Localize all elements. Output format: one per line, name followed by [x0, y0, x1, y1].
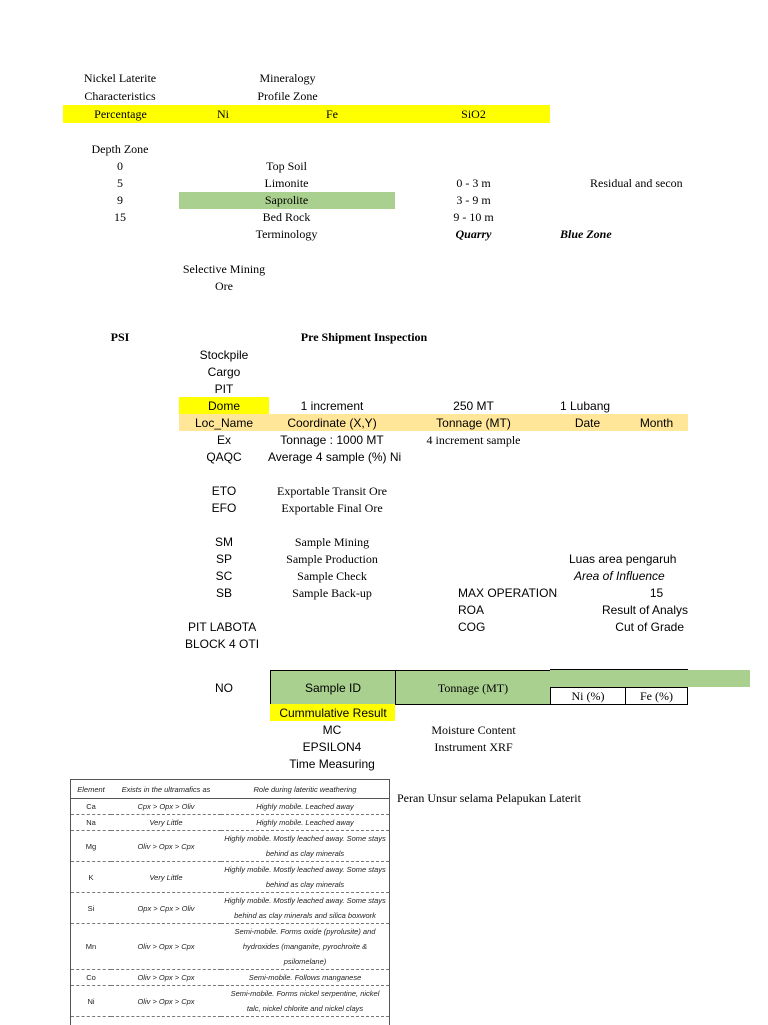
merged-header-topline	[550, 669, 688, 670]
ore-label: Ore	[215, 279, 233, 293]
role-cell: Highly mobile. Leached away	[221, 815, 389, 831]
misc-desc: Moisture Content	[431, 723, 516, 737]
block-label: BLOCK 4 OTI	[185, 637, 260, 651]
zone-name: Saprolite	[264, 193, 309, 207]
misc-abbr: EPSILON4	[302, 740, 362, 754]
exists-cell: Oliv > Opx > Cpx	[111, 970, 221, 986]
psi-item: Cargo	[207, 365, 241, 379]
role-cell: Semi-mobile. Forms nickel serpentine, nickel talc, nickel chlorite and nickel clays	[221, 986, 389, 1017]
element-cell: K	[71, 862, 111, 893]
date-header: Date	[574, 416, 601, 430]
depth-zone-title: Depth Zone	[91, 142, 149, 156]
table-row	[71, 831, 389, 862]
misc-abbr: MC	[322, 723, 342, 737]
efo-label: EFO	[211, 501, 237, 515]
header-col1-line1: Nickel Laterite	[83, 71, 157, 85]
pit-labota: PIT LABOTA	[188, 620, 257, 634]
fe-header: Fe	[326, 107, 338, 121]
zone-range: 0 - 3 m	[456, 176, 491, 190]
loc-name-header: Loc_Name	[194, 416, 254, 430]
max-op-value: 15	[649, 586, 664, 600]
element-cell: Mn	[71, 924, 111, 970]
psi-item: Stockpile	[199, 348, 249, 362]
zone-name: Top Soil	[266, 159, 307, 173]
exists-cell: Opx > Cpx > Oliv	[111, 893, 221, 924]
cumm-result: Cummulative Result	[279, 706, 387, 720]
eto-label: ETO	[211, 484, 237, 498]
exists-cell: Oliv > Opx > Cpx	[111, 924, 221, 970]
header-col2-line2: Profile Zone	[257, 89, 318, 103]
quarry-label: Quarry	[455, 227, 492, 241]
coordinate-header: Coordinate (X,Y)	[287, 416, 377, 430]
sample-abbr: SM	[215, 535, 233, 549]
tonnage-1000: Tonnage : 1000 MT	[280, 433, 384, 447]
element-cell: Mg	[71, 831, 111, 862]
selective-mining: Selective Mining	[182, 262, 266, 276]
element-role-table	[70, 779, 390, 1025]
tonnage-header: Tonnage (MT)	[436, 416, 511, 430]
element-cell: Si	[71, 893, 111, 924]
lubang-label: 1 Lubang	[560, 399, 611, 413]
dome-label: Dome	[207, 399, 240, 413]
zone-note: Residual and secon	[590, 176, 683, 190]
role-cell: Semi-mobile. Forms oxide (pyrolusite) and hydroxides (manganite, pyrochroite & psilomelane)	[221, 924, 389, 970]
zone-name: Bed Rock	[262, 210, 311, 224]
misc-abbr: Time Measuring	[289, 757, 375, 771]
exists-cell: Oliv > Opx > Cpx	[111, 986, 221, 1017]
max-op-label: MAX OPERATION	[458, 586, 558, 600]
sample-abbr: SC	[215, 569, 233, 583]
table-row	[71, 862, 389, 893]
table-row	[71, 986, 389, 1017]
role-cell: Highly mobile. Mostly leached away. Some stays behind as clay minerals and silica boxwork	[221, 893, 389, 924]
sample-abbr: SB	[215, 586, 232, 600]
sample-id-header: Sample ID	[304, 681, 362, 695]
element-cell: Ca	[71, 799, 111, 815]
tonnage-250: 250 MT	[453, 399, 494, 413]
eto-desc: Exportable Transit Ore	[277, 484, 387, 498]
sample-abbr: SP	[215, 552, 232, 566]
exists-cell: Cpx > Opx > Oliv	[111, 799, 221, 815]
role-col-header: Role during lateritic weathering	[221, 780, 389, 799]
roa-desc: Result of Analys	[601, 603, 688, 617]
aoi-label: Area of Influence	[574, 569, 665, 583]
header-col1-line2: Characteristics	[84, 89, 156, 103]
exists-cell: Very Little	[111, 862, 221, 893]
tonnage-table-header: Tonnage (MT)	[437, 681, 509, 695]
peran-caption: Peran Unsur selama Pelapukan Laterit	[397, 791, 581, 805]
sample-desc: Sample Back-up	[292, 586, 372, 600]
exists-cell: Very Little	[111, 815, 221, 831]
sample-desc: Sample Production	[286, 552, 378, 566]
zone-range: 3 - 9 m	[456, 193, 491, 207]
table-row	[71, 970, 389, 986]
misc-desc: Instrument XRF	[434, 740, 513, 754]
percentage-label: Percentage	[94, 107, 147, 121]
cog-desc: Cut of Grade	[615, 620, 684, 634]
role-cell: Semi-mobile. Follows manganese	[221, 970, 389, 986]
depth-value: 5	[117, 176, 123, 190]
psi-title: Pre Shipment Inspection	[300, 330, 428, 344]
cog-label: COG	[458, 620, 486, 634]
element-col-header: Element	[71, 780, 111, 799]
header-col2-line1: Mineralogy	[259, 71, 316, 85]
depth-value: 0	[117, 159, 123, 173]
sample-desc: Sample Mining	[294, 535, 370, 549]
ex-label: Ex	[216, 433, 231, 447]
psi-item: PIT	[214, 382, 234, 396]
month-header: Month	[639, 416, 674, 430]
exists-cell: Oliv > Opx > Cpx	[111, 831, 221, 862]
qaqc-label: QAQC	[206, 450, 242, 464]
zone-name: Limonite	[264, 176, 309, 190]
table-row	[71, 799, 389, 815]
sample-desc: Sample Check	[297, 569, 367, 583]
blue-zone-label: Blue Zone	[560, 227, 612, 241]
table-row	[71, 893, 389, 924]
ni-header: Ni	[217, 107, 229, 121]
fe-pct-header: Fe (%)	[640, 689, 673, 703]
psi-abbr: PSI	[110, 330, 130, 344]
average-ni: Average 4 sample (%) Ni	[268, 450, 402, 464]
role-cell: Highly mobile. Mostly leached away. Some stays behind as clay minerals	[221, 831, 389, 862]
element-cell: Ni	[71, 986, 111, 1017]
increment-label: 1 increment	[300, 399, 364, 413]
no-label: NO	[215, 681, 233, 695]
sio2-header: SiO2	[461, 107, 486, 121]
terminology-label: Terminology	[255, 227, 318, 241]
element-cell: Na	[71, 815, 111, 831]
depth-value: 15	[114, 210, 126, 224]
roa-label: ROA	[458, 603, 485, 617]
merged-header-green	[550, 670, 750, 687]
role-cell: Highly mobile. Mostly leached away. Some stays behind as clay minerals	[221, 862, 389, 893]
efo-desc: Exportable Final Ore	[281, 501, 383, 515]
table-row	[71, 924, 389, 970]
zone-range: 9 - 10 m	[453, 210, 494, 224]
depth-value: 9	[117, 193, 123, 207]
luas-label: Luas area pengaruh	[569, 552, 677, 566]
element-cell: Co	[71, 970, 111, 986]
increment-sample: 4 increment sample	[426, 433, 521, 447]
exists-col-header: Exists in the ultramafics as	[111, 780, 221, 799]
role-cell: Highly mobile. Leached away	[221, 799, 389, 815]
table-row	[71, 815, 389, 831]
ni-pct-header: Ni (%)	[571, 689, 605, 703]
